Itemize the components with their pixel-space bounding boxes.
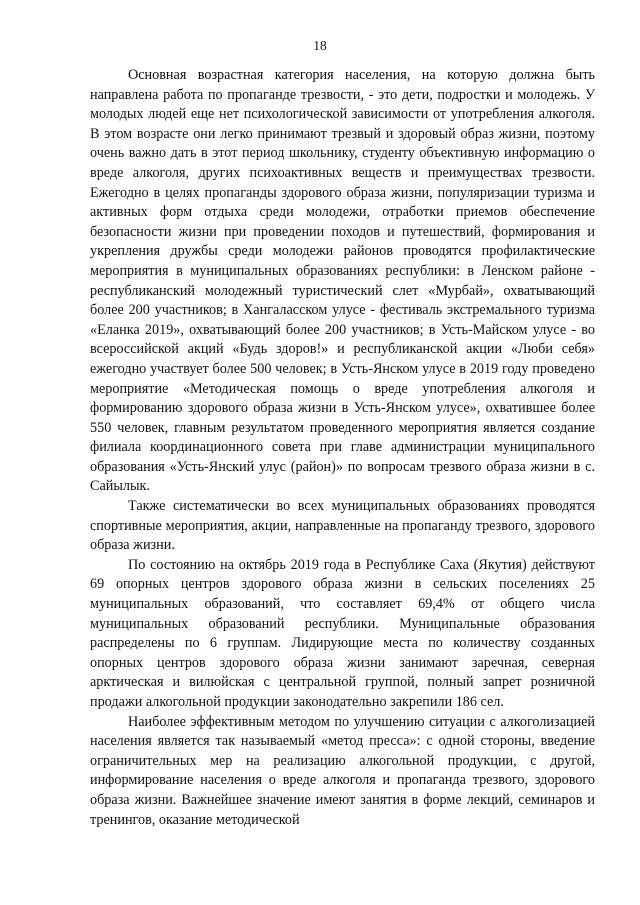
paragraph-youth-prevention: Основная возрастная категория населения, на которую должна быть направлена работа по пропаганде трезвости, - это дети, подростки и молодежь. У молодых людей еще нет психологической зависимости от употребления алкоголя. В этом возрасте они легко принимают трезвый и здоровый образ жизни, поэтому очень важно дать в этот период школьнику, студенту объективную информацию о вреде алкоголя, других психоактивных веществ и преимуществах трезвости. Ежегодно в целях пропаганды здорового образа жизни, популяризации туризма и активных форм отдыха среди молодежи, отработки приемов обеспечение безопасности жизни при проведении походов и путешествий, формирования и укрепления дружбы среди молодежи районов проводятся профилактические мероприятия в муниципальных образованиях республики: в Ленском районе - республиканский молодежный туристический слет «Мурбай», охватывающий более 200 участников; в Хангаласском улусе - фестиваль экстремального туризма «Еланка 2019», охватывающий более 200 участников; в Усть-Майском улусе - во всероссийской акций «Будь здоров!» и республиканской акции «Люби себя» ежегодно участвует более 500 человек; в Усть-Янском улусе в 2019 году проведено мероприятие «Методическая помощь о вреде употребления алкоголя и формированию здорового образа жизни в Усть-Янском улусе», охватившее более 550 человек, главным результатом проведенного мероприятия является создание филиала координационного совета при главе администрации муниципального образования «Усть-Янский улус (район)» по вопросам трезвого образа жизни в с. Сайылык. <box>90 67 595 495</box>
page-number: 18 <box>313 38 327 53</box>
paragraph-health-centers: По состоянию на октябрь 2019 года в Республике Саха (Якутия) действуют 69 опорных центров здорового образа жизни в сельских поселениях 25 муниципальных образований, что составляет 69,4% от общего числа муниципальных образований республики. Муниципальные образования распределены по 6 группам. Лидирующие места по количеству созданных опорных центров здорового образа жизни занимают заречная, северная арктическая и вилюйская с центральной группой, полный запрет розничной продажи алкогольной продукции законодательно закрепили 186 сел. <box>90 556 595 710</box>
paragraph-press-method: Наиболее эффективным методом по улучшению ситуации с алкоголизацией населения является так называемый «метод пресса»: с одной стороны, введение ограничительных мер на реализацию алкогольной продукции, с другой, информирование населения о вреде алкоголя и пропаганда трезвого, здорового образа жизни. Важнейшее значение имеют занятия в форме лекций, семинаров и тренингов, оказание методической <box>90 713 595 828</box>
document-body <box>90 66 595 830</box>
paragraph-sports-events: Также систематически во всех муниципальных образованиях проводятся спортивные мероприятия, акции, направленные на пропаганду трезвого, здорового образа жизни. <box>90 498 595 554</box>
